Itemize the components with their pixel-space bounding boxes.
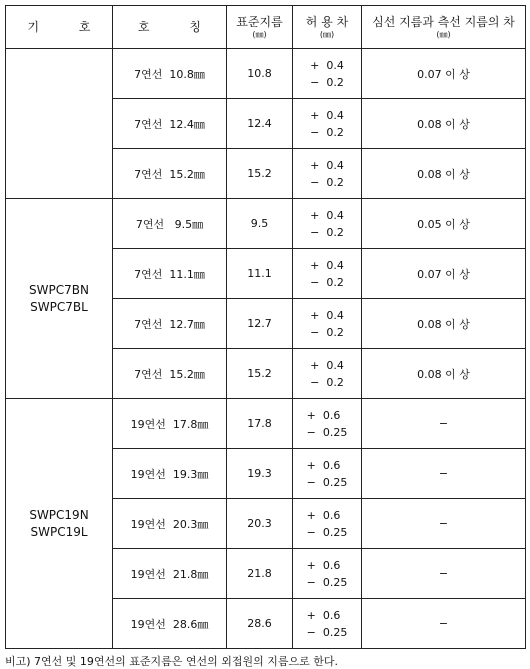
difference-cell: −: [362, 449, 526, 499]
header-designation: [6, 6, 113, 49]
name-value: 19연선 17.8㎜: [130, 417, 209, 431]
difference-cell: −: [362, 549, 526, 599]
tolerance-minus: − 0.2: [310, 75, 344, 89]
document: [5, 5, 525, 669]
tolerance-cell: [293, 449, 362, 499]
tolerance-plus: + 0.4: [310, 158, 344, 172]
tolerance-cell: [293, 99, 362, 149]
difference-cell: 0.08 이 상: [362, 99, 526, 149]
header-diameter-unit: (㎜): [252, 29, 267, 39]
header-diameter-label: 표준지름: [236, 14, 283, 29]
tolerance-plus: + 0.4: [310, 58, 344, 72]
name-value: 7연선 12.7㎜: [134, 317, 205, 331]
name-cell: [113, 399, 227, 449]
difference-cell: 0.08 이 상: [362, 349, 526, 399]
name-value: 7연선 9.5㎜: [135, 217, 204, 231]
tolerance-minus: − 0.25: [306, 475, 348, 489]
name-cell: [113, 149, 227, 199]
table-row: [6, 199, 526, 249]
tolerance-plus: + 0.4: [310, 108, 344, 122]
designation-code: SWPC19L: [30, 524, 88, 539]
tolerance-plus: + 0.4: [310, 358, 344, 372]
tolerance-plus: + 0.6: [306, 408, 341, 422]
name-cell: [113, 299, 227, 349]
name-value: 7연선 11.1㎜: [134, 267, 205, 281]
tolerance-minus: − 0.2: [310, 325, 344, 339]
tolerance-plus: + 0.4: [310, 208, 344, 222]
name-cell: [113, 199, 227, 249]
designation-code: SWPC19N: [29, 507, 89, 522]
tolerance-minus: − 0.2: [310, 375, 344, 389]
tolerance-minus: − 0.25: [306, 425, 348, 439]
header-difference: [362, 6, 526, 49]
difference-cell: 0.05 이 상: [362, 199, 526, 249]
tolerance-minus: − 0.25: [306, 575, 348, 589]
tolerance-cell: [293, 299, 362, 349]
tolerance-cell: [293, 499, 362, 549]
designation-cell: [6, 199, 113, 399]
header-name-label: 호 칭: [138, 19, 219, 34]
name-value: 19연선 28.6㎜: [130, 617, 209, 631]
tolerance-cell: [293, 49, 362, 99]
table-note: 비고) 7연선 및 19연선의 표준지름은 연선의 외접원의 지름으로 한다.: [5, 655, 339, 668]
header-tolerance: [293, 6, 362, 49]
name-value: 7연선 12.4㎜: [134, 117, 205, 131]
tolerance-cell: [293, 599, 362, 649]
tolerance-minus: − 0.2: [310, 175, 344, 189]
diameter-cell: 10.8: [227, 49, 293, 99]
designation-code: SWPC7BN: [29, 282, 89, 297]
tolerance-cell: [293, 149, 362, 199]
tolerance-plus: + 0.4: [310, 258, 344, 272]
difference-cell: 0.08 이 상: [362, 299, 526, 349]
tolerance-plus: + 0.6: [306, 508, 341, 522]
name-cell: [113, 249, 227, 299]
diameter-cell: 11.1: [227, 249, 293, 299]
diameter-cell: 9.5: [227, 199, 293, 249]
tolerance-cell: [293, 249, 362, 299]
diameter-cell: 17.8: [227, 399, 293, 449]
header-difference-unit: (㎜): [436, 29, 451, 39]
name-value: 19연선 19.3㎜: [130, 467, 209, 481]
difference-cell: 0.07 이 상: [362, 49, 526, 99]
difference-cell: −: [362, 499, 526, 549]
name-cell: [113, 599, 227, 649]
tolerance-plus: + 0.6: [306, 458, 341, 472]
tolerance-minus: − 0.25: [306, 625, 348, 639]
header-designation-label: 기 호: [27, 19, 109, 34]
diameter-cell: 20.3: [227, 499, 293, 549]
name-cell: [113, 49, 227, 99]
strand-spec-table: [5, 5, 526, 649]
tolerance-plus: + 0.4: [310, 308, 344, 322]
name-cell: [113, 449, 227, 499]
tolerance-minus: − 0.25: [306, 525, 348, 539]
tolerance-cell: [293, 199, 362, 249]
header-difference-label: 심선 지름과 측선 지름의 차: [372, 14, 515, 29]
designation-cell: [6, 49, 113, 199]
name-cell: [113, 349, 227, 399]
header-diameter: [227, 6, 293, 49]
difference-cell: 0.08 이 상: [362, 149, 526, 199]
name-cell: [113, 99, 227, 149]
designation-code: SWPC7BL: [30, 299, 88, 314]
tolerance-minus: − 0.2: [310, 275, 344, 289]
diameter-cell: 12.4: [227, 99, 293, 149]
tolerance-plus: + 0.6: [306, 558, 341, 572]
tolerance-cell: [293, 399, 362, 449]
diameter-cell: 15.2: [227, 349, 293, 399]
name-cell: [113, 499, 227, 549]
difference-cell: −: [362, 399, 526, 449]
tolerance-cell: [293, 549, 362, 599]
name-value: 7연선 15.2㎜: [134, 367, 205, 381]
diameter-cell: 21.8: [227, 549, 293, 599]
tolerance-plus: + 0.6: [306, 608, 341, 622]
diameter-cell: 12.7: [227, 299, 293, 349]
name-value: 19연선 20.3㎜: [130, 517, 209, 531]
name-value: 7연선 15.2㎜: [134, 167, 205, 181]
diameter-cell: 15.2: [227, 149, 293, 199]
tolerance-cell: [293, 349, 362, 399]
table-row: [6, 399, 526, 449]
name-value: 7연선 10.8㎜: [134, 67, 205, 81]
designation-cell: [6, 399, 113, 649]
difference-cell: 0.07 이 상: [362, 249, 526, 299]
diameter-cell: 28.6: [227, 599, 293, 649]
header-tolerance-label: 허 용 차: [305, 14, 349, 29]
header-name: [113, 6, 227, 49]
name-value: 19연선 21.8㎜: [130, 567, 209, 581]
difference-cell: −: [362, 599, 526, 649]
header-row: [6, 6, 526, 49]
tolerance-minus: − 0.2: [310, 125, 344, 139]
table-row: [6, 49, 526, 99]
diameter-cell: 19.3: [227, 449, 293, 499]
header-tolerance-unit: (㎜): [319, 29, 335, 39]
name-cell: [113, 549, 227, 599]
tolerance-minus: − 0.2: [310, 225, 344, 239]
